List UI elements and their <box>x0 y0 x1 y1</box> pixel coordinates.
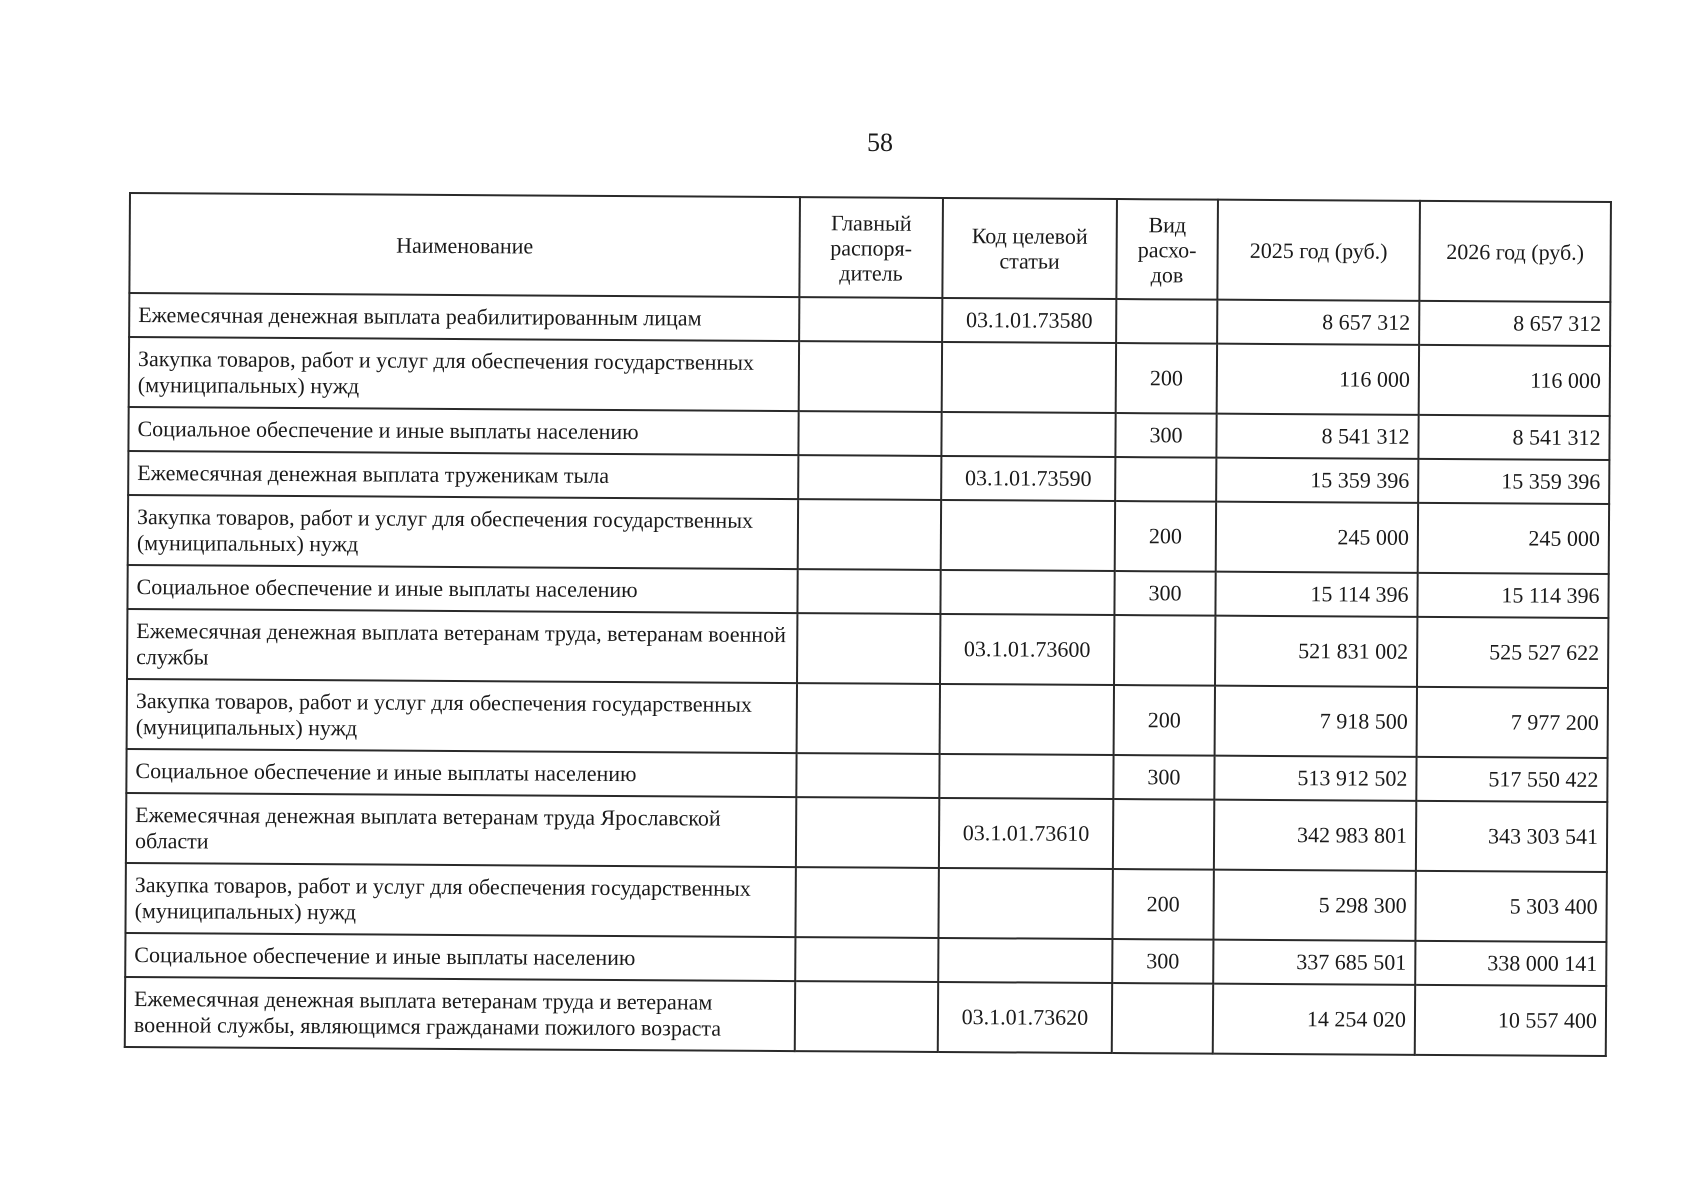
cell-kind <box>1114 615 1215 686</box>
cell-code <box>940 570 1114 615</box>
cell-2026: 116 000 <box>1419 345 1610 416</box>
cell-name: Ежемесячная денежная выплата ветеранам труда, ветеранам военной службы <box>127 609 797 683</box>
cell-name: Закупка товаров, работ и услуг для обеспечения государственных (муниципальных) нужд <box>128 495 798 569</box>
cell-manager <box>798 411 941 456</box>
cell-2026: 245 000 <box>1418 503 1609 574</box>
cell-name: Ежемесячная денежная выплата ветеранам труда Ярославской области <box>126 793 796 867</box>
cell-name: Закупка товаров, работ и услуг для обеспечения государственных (муниципальных) нужд <box>127 679 797 753</box>
cell-2025: 7 918 500 <box>1215 686 1417 757</box>
cell-kind <box>1116 299 1217 344</box>
cell-code <box>941 500 1115 571</box>
cell-kind <box>1115 457 1216 502</box>
cell-2026: 15 114 396 <box>1417 573 1608 618</box>
header-manager: Главный распоря-дитель <box>799 197 943 298</box>
table-row <box>129 337 1610 416</box>
table-row <box>126 793 1607 872</box>
cell-2026: 525 527 622 <box>1417 617 1608 688</box>
cell-manager <box>797 613 940 684</box>
header-kind: Вид расхо-дов <box>1116 199 1218 300</box>
cell-kind: 200 <box>1112 869 1213 940</box>
cell-2025: 8 541 312 <box>1216 414 1418 459</box>
cell-2026: 8 657 312 <box>1419 301 1610 346</box>
cell-kind: 200 <box>1116 343 1217 414</box>
cell-kind <box>1112 983 1213 1054</box>
cell-code: 03.1.01.73580 <box>942 298 1116 343</box>
cell-kind: 300 <box>1114 571 1215 616</box>
cell-code: 03.1.01.73600 <box>940 614 1114 685</box>
cell-kind: 200 <box>1114 685 1215 756</box>
cell-code <box>942 342 1116 413</box>
cell-2026: 338 000 141 <box>1415 941 1606 986</box>
cell-2025: 5 298 300 <box>1213 870 1415 941</box>
cell-2025: 14 254 020 <box>1213 984 1415 1055</box>
cell-name: Социальное обеспечение и иные выплаты населению <box>128 407 798 455</box>
cell-2026: 7 977 200 <box>1417 687 1608 758</box>
cell-kind: 300 <box>1113 755 1214 800</box>
cell-2026: 10 557 400 <box>1415 985 1606 1056</box>
cell-2025: 15 114 396 <box>1215 572 1417 617</box>
cell-2025: 116 000 <box>1217 344 1419 415</box>
cell-code <box>940 684 1114 755</box>
table-row <box>127 679 1608 758</box>
header-code: Код целевой статьи <box>942 198 1117 299</box>
cell-manager <box>796 753 939 798</box>
cell-code <box>938 868 1112 939</box>
cell-manager <box>795 981 938 1052</box>
cell-code: 03.1.01.73620 <box>938 982 1112 1053</box>
cell-code: 03.1.01.73610 <box>939 798 1113 869</box>
cell-name: Ежемесячная денежная выплата труженикам тыла <box>128 451 798 499</box>
cell-kind: 300 <box>1115 413 1216 458</box>
cell-2026: 8 541 312 <box>1418 415 1609 460</box>
cell-kind <box>1113 799 1214 870</box>
cell-manager <box>797 569 940 614</box>
table-row <box>127 609 1608 688</box>
cell-manager <box>796 797 939 868</box>
cell-code <box>939 754 1113 799</box>
cell-2026: 5 303 400 <box>1415 871 1606 942</box>
cell-manager <box>797 683 940 754</box>
table-row <box>128 495 1609 574</box>
header-2025: 2025 год (руб.) <box>1217 200 1420 301</box>
header-2026: 2026 год (руб.) <box>1419 201 1611 302</box>
cell-2025: 342 983 801 <box>1214 800 1416 871</box>
cell-2026: 517 550 422 <box>1416 757 1607 802</box>
cell-2025: 245 000 <box>1216 502 1418 573</box>
table-row <box>125 977 1606 1056</box>
cell-kind: 300 <box>1112 939 1213 984</box>
page-number: 58 <box>867 128 893 157</box>
cell-name: Социальное обеспечение и иные выплаты населению <box>126 749 796 797</box>
table-row <box>125 863 1606 942</box>
cell-name: Ежемесячная денежная выплата реабилитированным лицам <box>129 293 799 341</box>
cell-2025: 8 657 312 <box>1217 300 1419 345</box>
budget-table <box>124 192 1612 1057</box>
cell-kind: 200 <box>1115 501 1216 572</box>
cell-manager <box>799 297 942 342</box>
cell-2025: 15 359 396 <box>1216 458 1418 503</box>
cell-name: Социальное обеспечение и иные выплаты населению <box>125 933 795 981</box>
cell-name: Закупка товаров, работ и услуг для обеспечения государственных (муниципальных) нужд <box>125 863 795 937</box>
cell-manager <box>795 867 938 938</box>
cell-2025: 513 912 502 <box>1214 756 1416 801</box>
cell-manager <box>795 937 938 982</box>
cell-name: Закупка товаров, работ и услуг для обеспечения государственных (муниципальных) нужд <box>129 337 799 411</box>
cell-code <box>941 412 1115 457</box>
cell-2025: 521 831 002 <box>1215 616 1417 687</box>
cell-2026: 15 359 396 <box>1418 459 1609 504</box>
cell-manager <box>798 455 941 500</box>
cell-manager <box>798 499 941 570</box>
cell-name: Социальное обеспечение и иные выплаты населению <box>127 565 797 613</box>
cell-name: Ежемесячная денежная выплата ветеранам труда и ветеранам военной службы, являющимся гражданами пожилого возраста <box>125 977 795 1051</box>
cell-2025: 337 685 501 <box>1213 940 1415 985</box>
cell-manager <box>799 341 942 412</box>
cell-code <box>938 938 1112 983</box>
header-name: Наименование <box>129 193 800 297</box>
cell-code: 03.1.01.73590 <box>941 456 1115 501</box>
table-header-row <box>129 193 1611 302</box>
cell-2026: 343 303 541 <box>1416 801 1607 872</box>
